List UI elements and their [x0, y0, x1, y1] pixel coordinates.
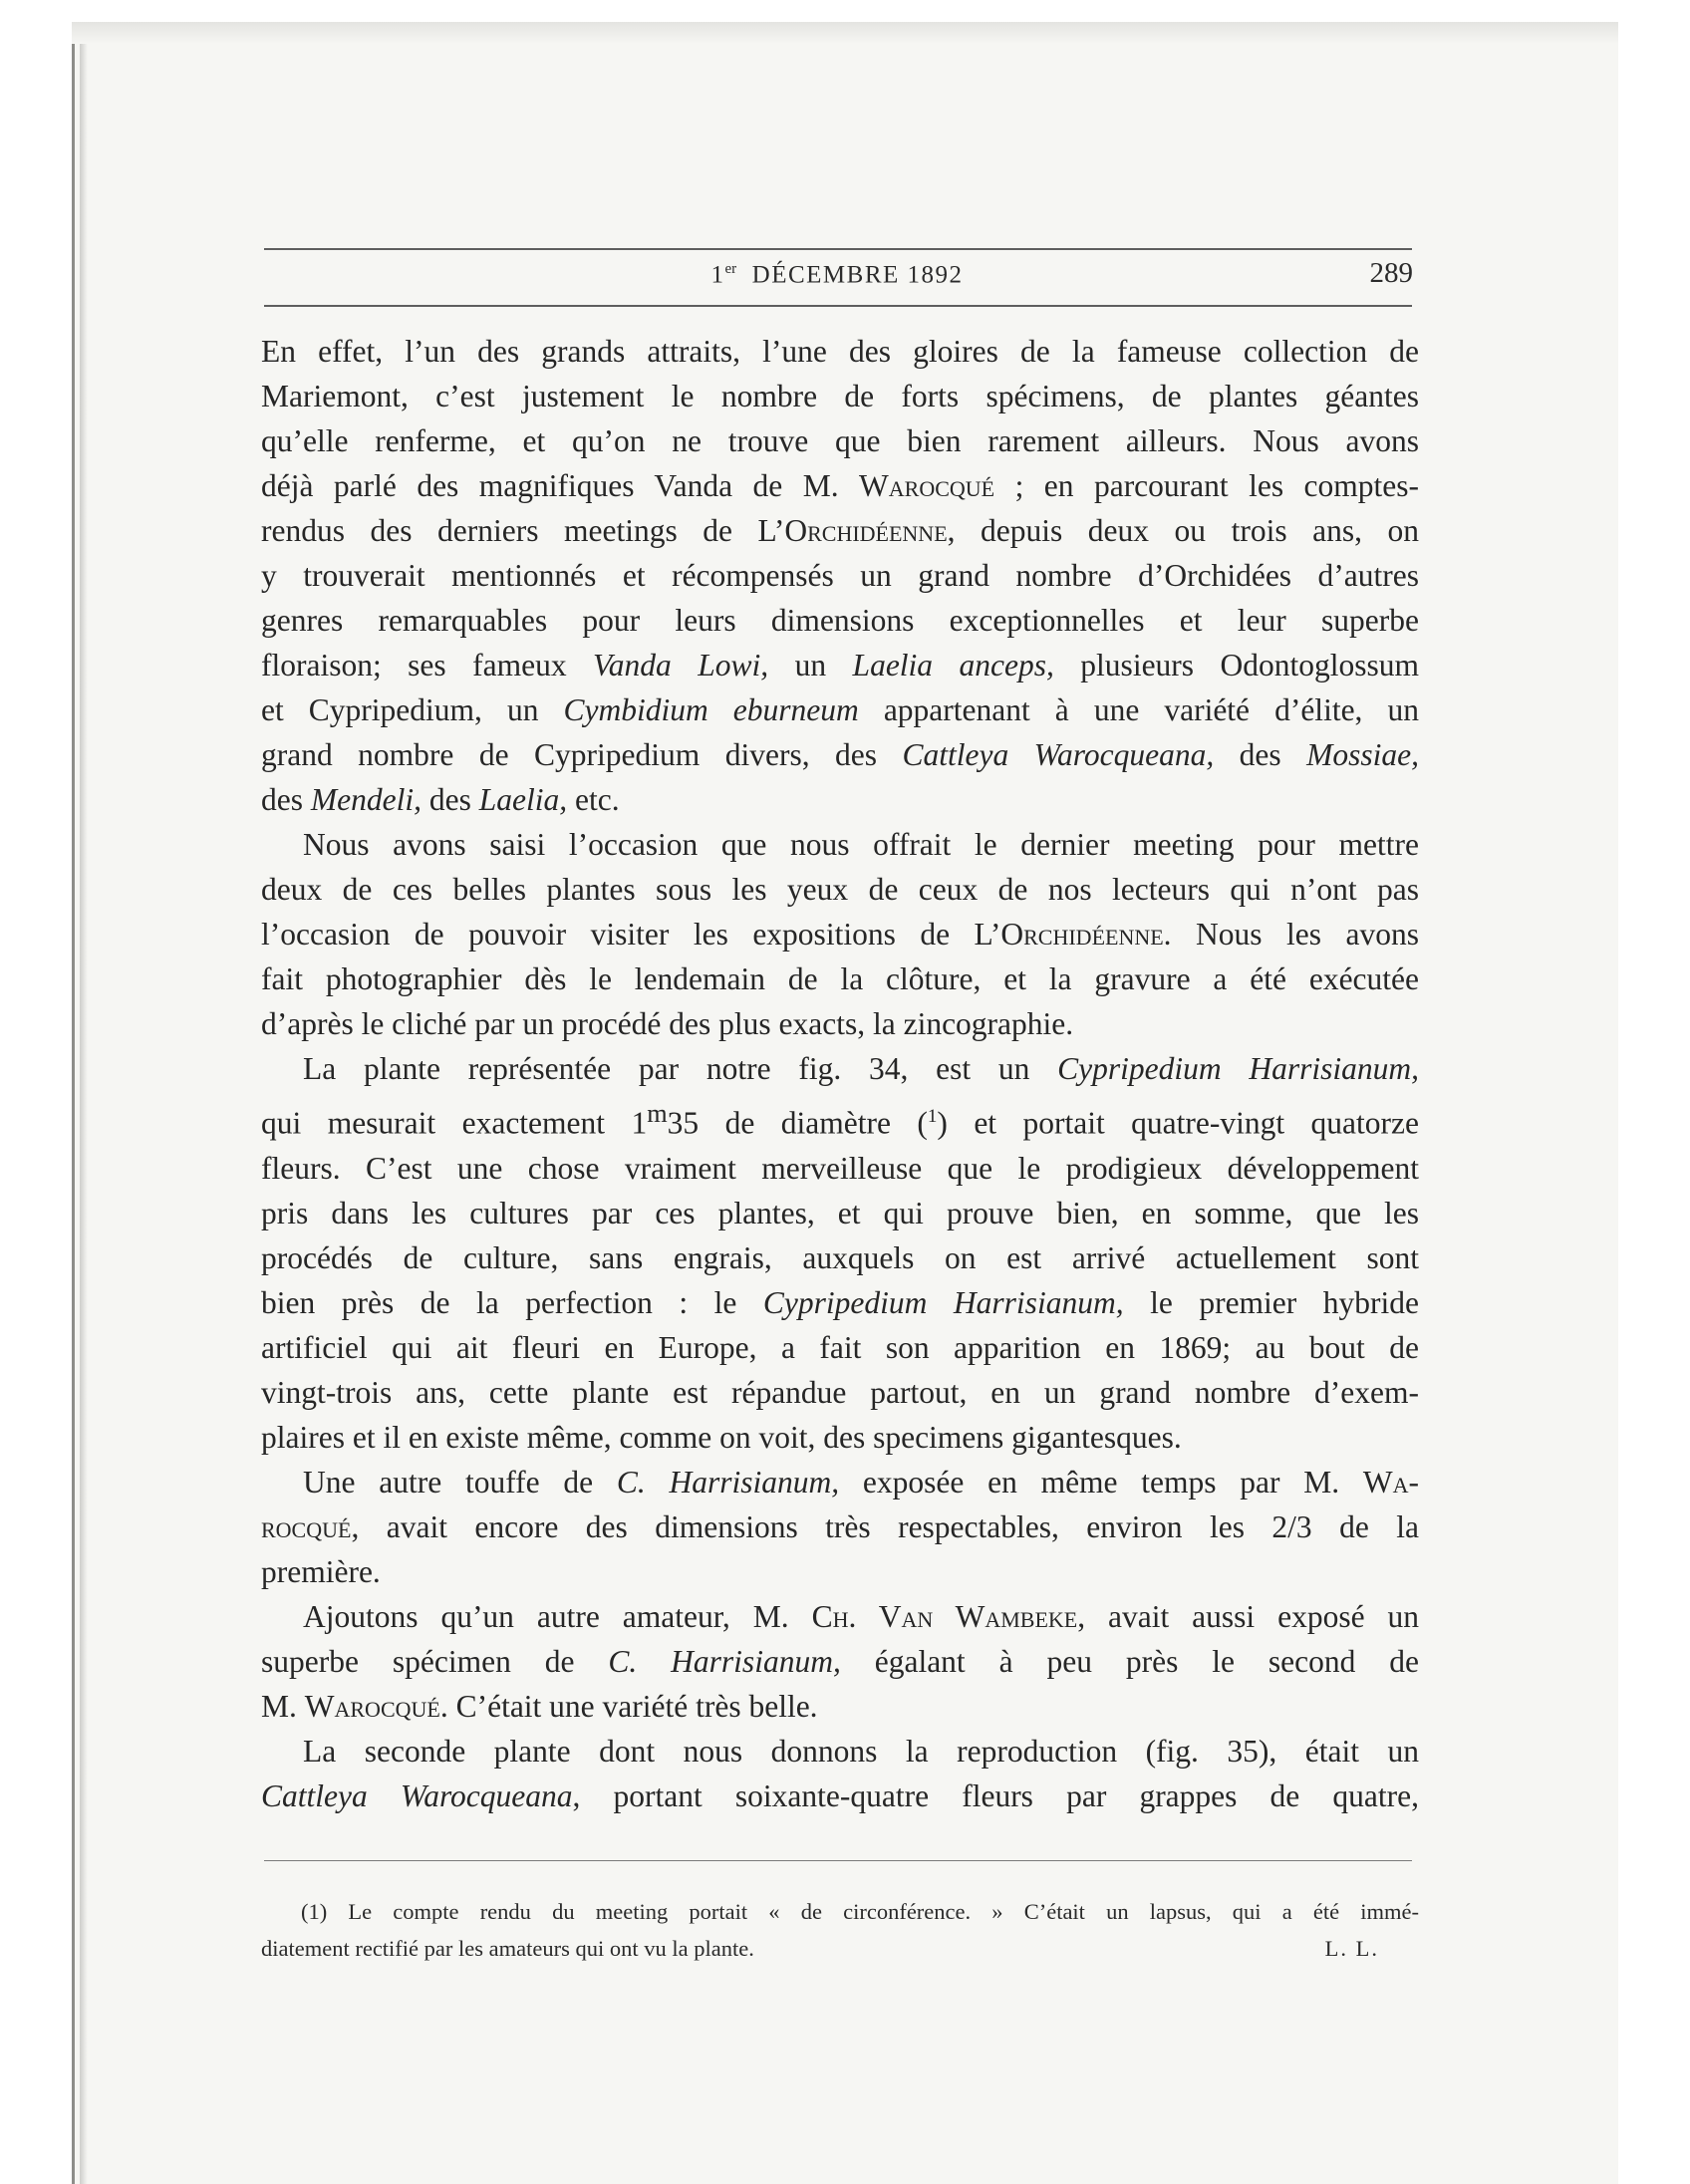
- footnote-line: diatement rectifié par les amateurs qui ont vu la plante. L. L.: [261, 1930, 1419, 1967]
- text-line: y trouverait mentionnés et récompensés un grand nombre d’Orchidées d’autres: [261, 558, 1419, 593]
- page-number: 289: [1369, 257, 1413, 289]
- text-line: floraison; ses fameux Vanda Lowi, un Laelia anceps, plusieurs Odontoglossum: [261, 648, 1420, 682]
- text-line: Mariemont, c’est justement le nombre de forts spécimens, de plantes géantes: [261, 379, 1419, 413]
- page-top-edge: [72, 22, 1618, 44]
- footnote-signature: L. L.: [1324, 1936, 1379, 1961]
- text-line: grand nombre de Cypripedium divers, des Cattleya Warocqueana, des Mossiae,: [261, 737, 1419, 772]
- text-line: Une autre touffe de C. Harrisianum, exposée en même temps par M. Wa-: [303, 1464, 1419, 1500]
- text-line: des Mendeli, des Laelia, etc.: [261, 782, 620, 817]
- text-line: superbe spécimen de C. Harrisianum, égalant à peu près le second de: [261, 1643, 1419, 1679]
- text-line: rendus des derniers meetings de L’Orchidéenne, depuis deux ou trois ans, on: [261, 513, 1419, 548]
- text-line: fleurs. C’est une chose vraiment merveilleuse que le prodigieux développement: [261, 1150, 1419, 1186]
- text-line: fait photographier dès le lendemain de la clôture, et la gravure a été exécutée: [261, 961, 1419, 996]
- text-line: procédés de culture, sans engrais, auxquels on est arrivé actuellement sont: [261, 1239, 1419, 1275]
- text-line: vingt-trois ans, cette plante est répandue partout, en un grand nombre d’exem-: [261, 1374, 1419, 1410]
- text-line: Cattleya Warocqueana, portant soixante-quatre fleurs par grappes de quatre,: [261, 1777, 1419, 1813]
- text-line: et Cypripedium, un Cymbidium eburneum appartenant à une variété d’élite, un: [261, 692, 1419, 727]
- text-line: d’après le cliché par un procédé des plus exacts, la zincographie.: [261, 1006, 1074, 1041]
- footnote-line: (1) Le compte rendu du meeting portait « de circonférence. » C’était un lapsus, qui a été immé-: [301, 1899, 1419, 1924]
- footnote: [261, 1893, 1419, 1967]
- text-line: genres remarquables pour leurs dimensions exceptionnelles et leur superbe: [261, 603, 1419, 638]
- article-body: [261, 329, 1419, 1818]
- text-line: plaires et il en existe même, comme on voit, des specimens gigantesques.: [261, 1419, 1182, 1455]
- text-line: M. Warocqué. C’était une variété très belle.: [261, 1688, 818, 1724]
- footnote-rule: [264, 1860, 1412, 1861]
- text-line: qui mesurait exactement 1$^m$35 de diamètre ($^1$) et portait quatre-vingt quatorze: [261, 1099, 1419, 1141]
- header-rule-bottom: [264, 305, 1412, 307]
- text-line: deux de ces belles plantes sous les yeux de ceux de nos lecteurs qui n’ont pas: [261, 872, 1419, 907]
- text-line: première.: [261, 1553, 381, 1589]
- text-line: qu’elle renferme, et qu’on ne trouve que bien rarement ailleurs. Nous avons: [261, 423, 1419, 458]
- text-line: bien près de la perfection : le Cypripedium Harrisianum, le premier hybride: [261, 1284, 1420, 1320]
- text-line: pris dans les cultures par ces plantes, et qui prouve bien, en somme, que les: [261, 1195, 1419, 1230]
- text-line: La seconde plante dont nous donnons la reproduction (fig. 35), était un: [303, 1733, 1419, 1769]
- text-line: rocqué, avait encore des dimensions très respectables, environ les 2/3 de la: [261, 1508, 1419, 1544]
- text-line: La plante représentée par notre fig. 34, est un Cypripedium Harrisianum,: [303, 1051, 1420, 1086]
- text-line: En effet, l’un des grands attraits, l’une des gloires de la fameuse collection de: [261, 334, 1419, 369]
- text-line: déjà parlé des magnifiques Vanda de M. Warocqué ; en parcourant les comptes-: [261, 468, 1419, 503]
- text-line: artificiel qui ait fleuri en Europe, a fait son apparition en 1869; au bout de: [261, 1329, 1419, 1365]
- header-rule-top: [264, 248, 1412, 250]
- page-binding-fold: [80, 44, 88, 2184]
- text-line: Ajoutons qu’un autre amateur, M. Ch. Van Wambeke, avait aussi exposé un: [303, 1598, 1420, 1634]
- header-date: 1er DÉCEMBRE 1892: [710, 261, 964, 289]
- footnote-reference: 1: [927, 1106, 938, 1127]
- text-line: l’occasion de pouvoir visiter les expositions de L’Orchidéenne. Nous les avons: [261, 917, 1419, 952]
- text-line: Nous avons saisi l’occasion que nous offrait le dernier meeting pour mettre: [303, 827, 1419, 862]
